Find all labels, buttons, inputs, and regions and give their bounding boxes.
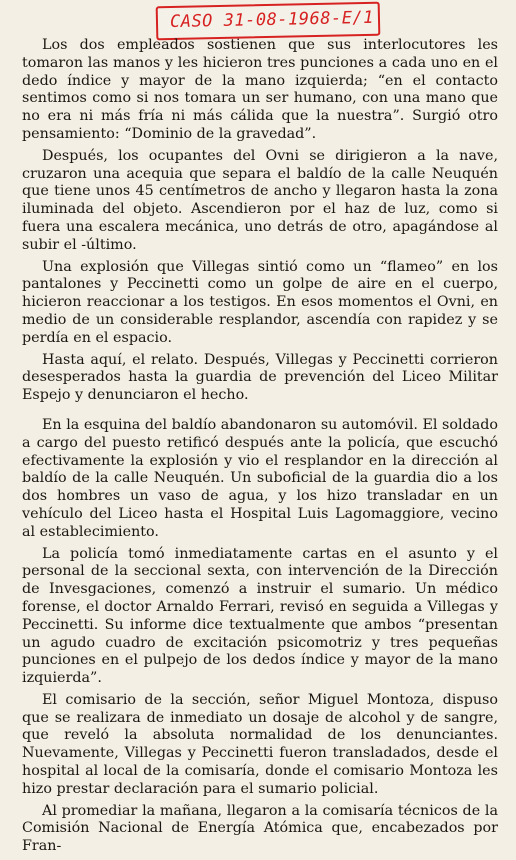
paragraph: Hasta aquí, el relato. Después, Villegas y Peccinetti corrieron desesperados hasta la guardia de prevención del Liceo Militar Espejo y denunciaron el hecho. xyxy=(22,351,498,404)
paragraph: La policía tomó inmediatamente cartas en el asunto y el personal de la seccional sexta, con intervención de la Dirección de Invesgaciones, comenzó a instruir el sumario. Un médico forense, el doctor Arnaldo Ferrari, revisó en seguida a Villegas y Peccinetti. Su informe dice textualmente que ambos “presentan un agudo cuadro de excitación psicomotriz y tres pequeñas punciones en el pulpejo de los dedos índice y mayor de la mano izquierda”. xyxy=(22,545,498,687)
paragraph: Al promediar la mañana, llegaron a la comisaría técnicos de la Comisión Nacional de Energía Atómica que, encabezados por Fran- xyxy=(22,802,498,855)
paragraph: El comisario de la sección, señor Miguel Montoza, dispuso que se realizara de inmediato un dosaje de alcohol y de sangre, que reveló la absoluta normalidad de los denunciantes. Nuevamente, Villegas y Peccinetti fueron transladados, desde el hospital al local de la comisaría, donde el comisario Montoza les hizo prestar declaración para el sumario policial. xyxy=(22,691,498,797)
case-stamp: CASO 31-08-1968-E/1 xyxy=(156,2,381,41)
paragraph: Los dos empleados sostienen que sus interlocutores les tomaron las manos y les hicieron tres punciones a cada uno en el dedo índice y mayor de la mano izquierda; “en el contacto sentimos como si nos tomara un ser humano, con una mano que no era ni más fría ni más cálida que la nuestra”. Surgió otro pensamiento: “Dominio de la gravedad”. xyxy=(22,37,498,142)
paragraph: Una explosión que Villegas sintió como un “flameo” en los pantalones y Peccinetti como un golpe de aire en el cuerpo, hicieron reaccionar a los testigos. En esos momentos el Ovni, en medio de un considerable resplandor, ascendía con rapidez y se perdía en el espacio. xyxy=(22,258,498,346)
article-body xyxy=(22,37,498,860)
paragraph: Después, los ocupantes del Ovni se dirigieron a la nave, cruzaron una acequia que separa el baldío de la calle Neuquén que tiene unos 45 centímetros de ancho y llegaron hasta la zona iluminada del objeto. Ascendieron por el haz de luz, como si fuera una escalera mecánica, uno detrás de otro, apagándose al subir el -último. xyxy=(22,147,498,253)
paragraph: En la esquina del baldío abandonaron su automóvil. El soldado a cargo del puesto retificó después ante la policía, que escuchó efectivamente la explosión y vio el resplandor en la dirección al baldío de la calle Neuquén. Un suboficial de la guardia dio a los dos hombres un vaso de agua, y los hizo transladar en un vehículo del Liceo hasta el Hospital Luis Lagomaggiore, vecino al establecimiento. xyxy=(22,416,498,540)
